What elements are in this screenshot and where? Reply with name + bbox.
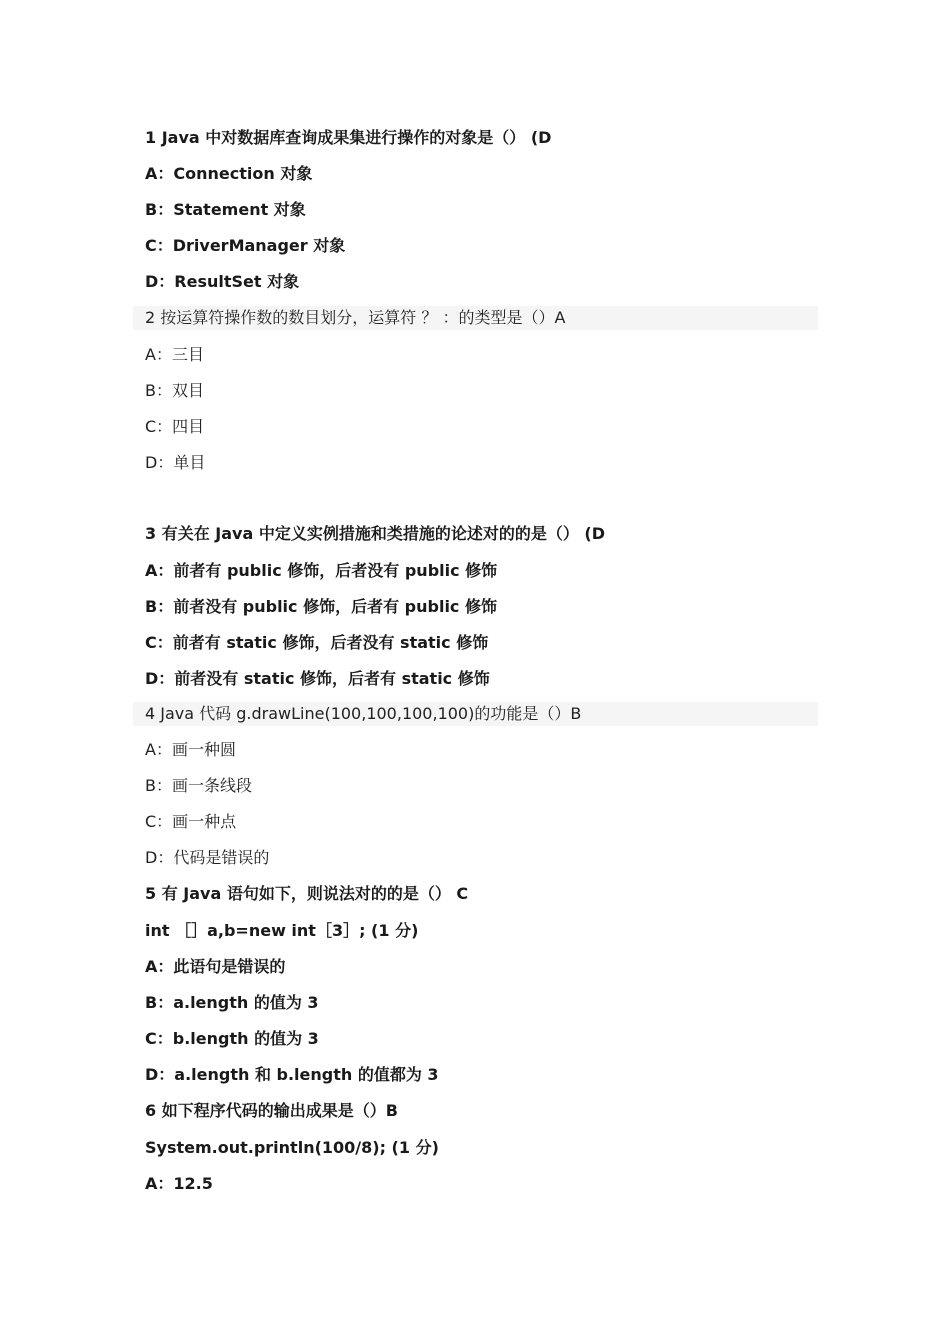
question-4-option-a: A：画一种圆 (145, 740, 236, 759)
question-6-option-a: A：12.5 (145, 1174, 213, 1193)
question-2-option-d: D：单目 (145, 453, 206, 472)
question-4-option-c: C：画一种点 (145, 812, 237, 831)
question-3-option-d: D：前者没有 static 修饰，后者有 static 修饰 (145, 669, 490, 688)
question-1-option-c: C：DriverManager 对象 (145, 236, 346, 255)
question-5-text: 5 有 Java 语句如下，则说法对的的是（） C (145, 884, 469, 903)
question-2-option-a: A：三目 (145, 345, 204, 364)
question-2-option-b: B：双目 (145, 381, 204, 400)
question-5-option-a: A：此语句是错误的 (145, 957, 286, 976)
question-5-option-c: C：b.length 的值为 3 (145, 1029, 319, 1048)
question-5-code: int ［］a,b=new int［3］; (1 分) (145, 921, 419, 940)
question-3-option-b: B：前者没有 public 修饰，后者有 public 修饰 (145, 597, 497, 616)
question-3-option-c: C：前者有 static 修饰，后者没有 static 修饰 (145, 633, 489, 652)
question-1-option-a: A：Connection 对象 (145, 164, 313, 183)
question-4-option-d: D：代码是错误的 (145, 848, 270, 867)
question-6-text: 6 如下程序代码的输出成果是（）B (145, 1101, 398, 1120)
question-5-option-d: D：a.length 和 b.length 的值都为 3 (145, 1065, 439, 1084)
question-4-text: 4 Java 代码 g.drawLine(100,100,100,100)的功能是（）B (145, 704, 582, 723)
question-4-option-b: B：画一条线段 (145, 776, 252, 795)
question-1-option-b: B：Statement 对象 (145, 200, 306, 219)
question-3-option-a: A：前者有 public 修饰，后者没有 public 修饰 (145, 561, 498, 580)
question-5-option-b: B：a.length 的值为 3 (145, 993, 319, 1012)
question-1-text: 1 Java 中对数据库查询成果集进行操作的对象是（） (D (145, 128, 552, 147)
question-3-text: 3 有关在 Java 中定义实例措施和类措施的论述对的的是（） (D (145, 524, 605, 543)
question-2-option-c: C：四目 (145, 417, 205, 436)
question-6-code: System.out.println(100/8); (1 分) (145, 1138, 439, 1157)
question-1-option-d: D：ResultSet 对象 (145, 272, 300, 291)
question-2-text: 2 按运算符操作数的数目划分，运算符 ？ ：的类型是（）A (145, 308, 566, 327)
